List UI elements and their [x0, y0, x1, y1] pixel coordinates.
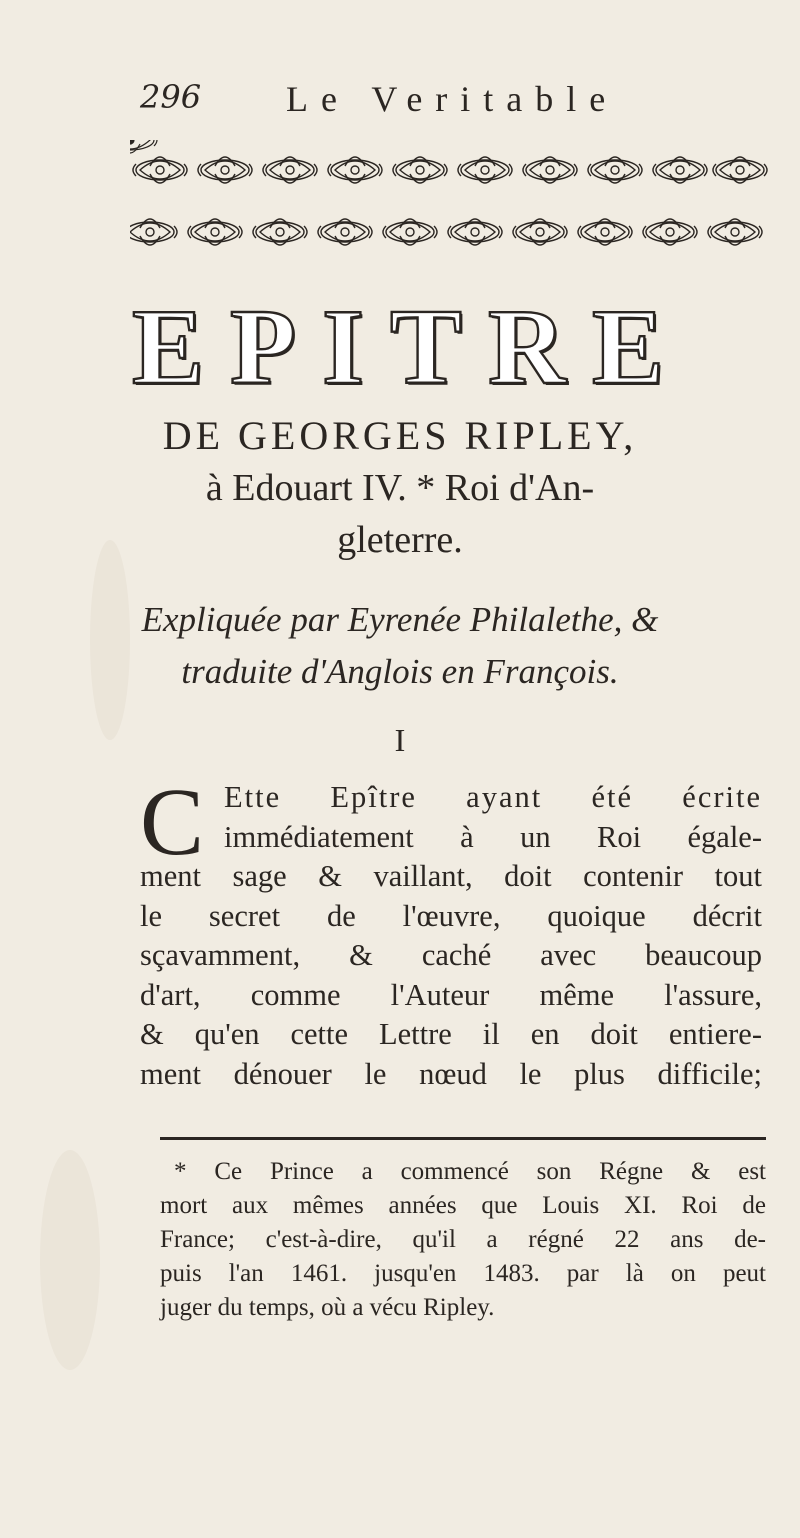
body-line: ment dénouer le nœud le plus difficile; — [140, 1056, 762, 1091]
explained-line-2: traduite d'Anglois en François. — [181, 652, 619, 691]
title-line-1: DE GEORGES RIPLEY, — [162, 413, 638, 458]
title-block — [0, 288, 800, 698]
page-number: 296 — [140, 78, 202, 116]
main-title: EPITRE — [131, 288, 691, 407]
title-line-2: à Edouart IV. * Roi d'An- — [205, 467, 595, 509]
footnote — [160, 1155, 766, 1325]
running-head — [0, 78, 800, 128]
body-line: immédiatement à un Roi égale- — [224, 819, 762, 854]
footnote-line: France; c'est-à-dire, qu'il a régné 22 ans de- — [160, 1226, 766, 1253]
footnote-line: * Ce Prince a commencé son Régne & est — [174, 1158, 766, 1185]
body-line: ment sage & vaillant, doit contenir tout — [140, 859, 762, 893]
body-line: & qu'en cette Lettre il en doit entiere- — [140, 1017, 762, 1051]
section-number: I — [394, 722, 406, 758]
fleuron-band-icon — [130, 140, 770, 270]
paper-stain — [40, 1150, 100, 1370]
explained-line-1: Expliquée par Eyrenée Philalethe, & — [141, 600, 659, 639]
footnote-line: mort aux mêmes années que Louis XI. Roi de — [160, 1192, 766, 1219]
body-line: Ette Epître ayant été écrite — [224, 780, 762, 814]
body-text — [140, 768, 762, 1094]
title-line-3: gleterre. — [337, 519, 463, 561]
footnote-line: puis l'an 1461. jusqu'en 1483. par là on peut — [160, 1260, 766, 1287]
drop-cap: C — [140, 768, 205, 875]
body-line: d'art, comme l'Auteur même l'assure, — [140, 977, 762, 1012]
body-line: le secret de l'œuvre, quoique décrit — [140, 898, 762, 933]
footnote-line: juger du temps, où a vécu Ripley. — [160, 1294, 495, 1321]
running-title: Le Veritable — [286, 79, 619, 119]
body-line: sçavamment, & caché avec beaucoup — [140, 938, 762, 972]
fleuron-row-bottom — [130, 219, 762, 245]
fleuron-row-top — [133, 157, 767, 183]
footnote-rule — [160, 1137, 766, 1140]
